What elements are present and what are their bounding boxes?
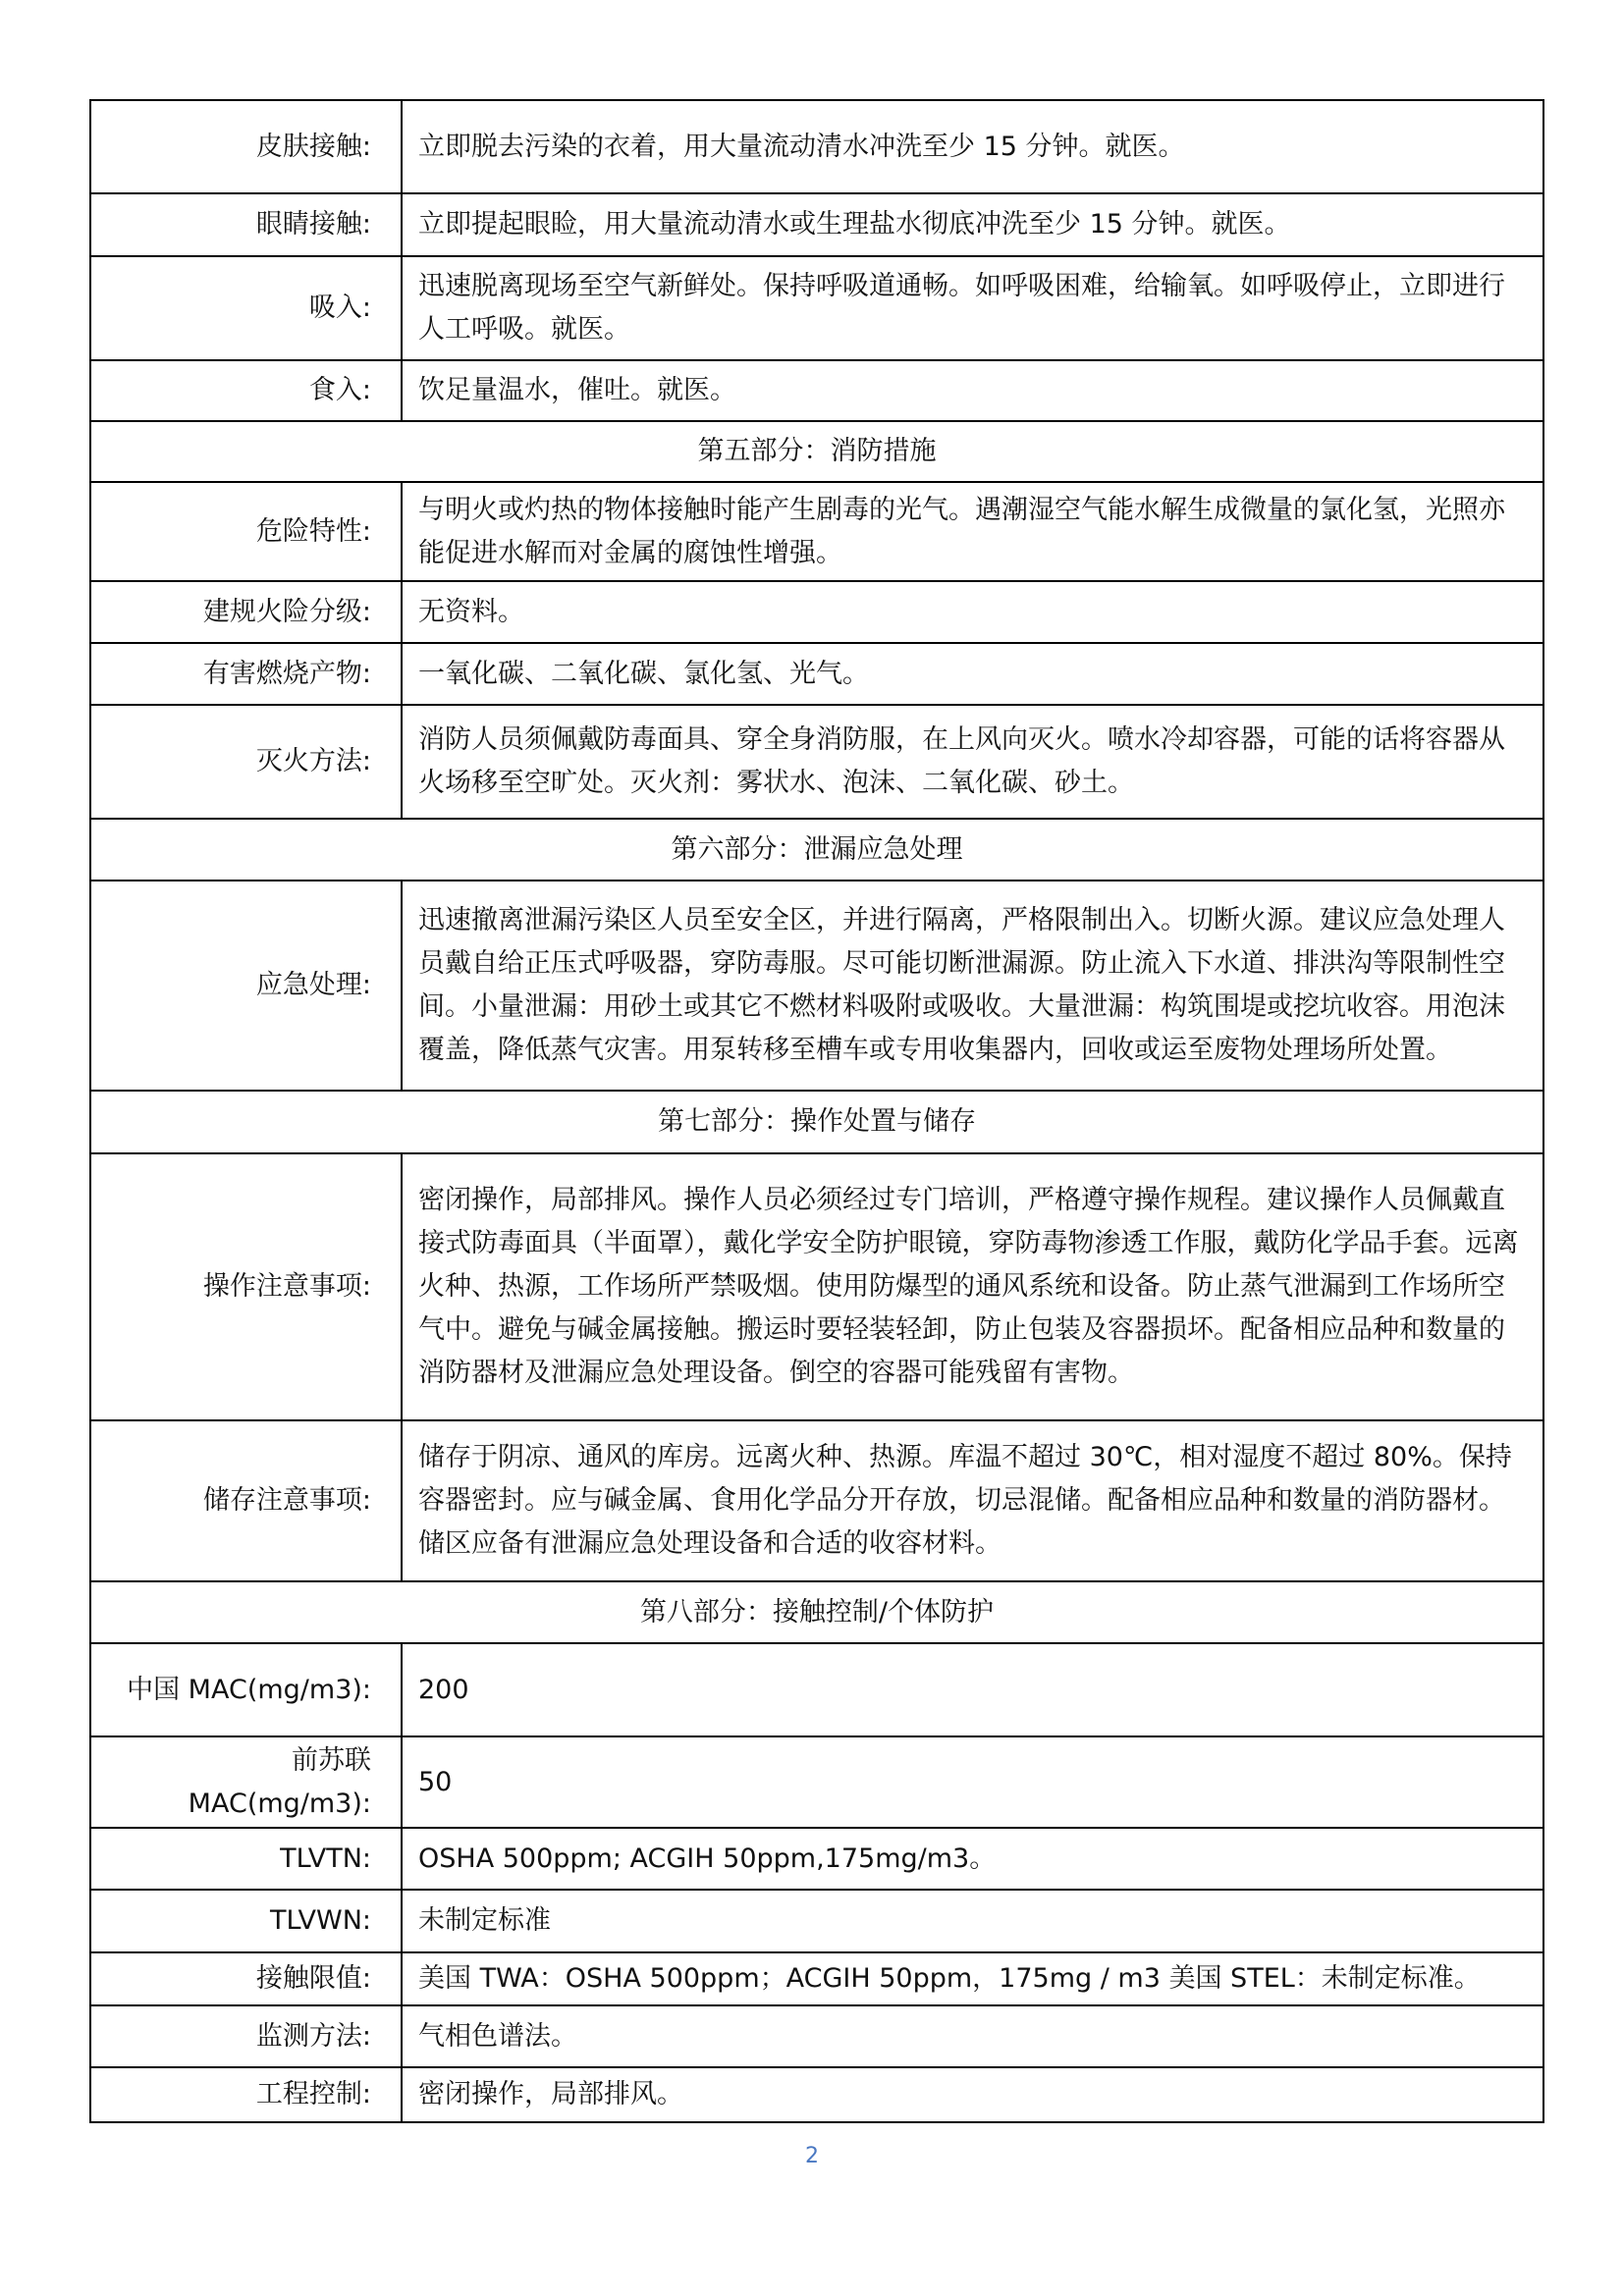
- section-title: 第五部分：消防措施: [90, 421, 1543, 482]
- row-value: 立即提起眼睑，用大量流动清水或生理盐水彻底冲洗至少 15 分钟。就医。: [402, 193, 1543, 256]
- row-exposure-limits: [90, 1952, 1543, 2005]
- row-label: 前苏联 MAC(mg/m3):: [90, 1736, 402, 1828]
- row-label: 吸入:: [90, 256, 402, 360]
- row-label: 操作注意事项:: [90, 1153, 402, 1420]
- row-label: 眼睛接触:: [90, 193, 402, 256]
- row-value: 消防人员须佩戴防毒面具、穿全身消防服，在上风向灭火。喷水冷却容器，可能的话将容器从火场移至空旷处。灭火剂：雾状水、泡沫、二氧化碳、砂土。: [402, 705, 1543, 819]
- row-value: 立即脱去污染的衣着，用大量流动清水冲洗至少 15 分钟。就医。: [402, 100, 1543, 193]
- row-value: 无资料。: [402, 581, 1543, 643]
- row-tlvtn: [90, 1828, 1543, 1890]
- section-title: 第八部分：接触控制/个体防护: [90, 1581, 1543, 1643]
- row-skin-contact: [90, 100, 1543, 193]
- row-value: 与明火或灼热的物体接触时能产生剧毒的光气。遇潮湿空气能水解生成微量的氯化氢，光照亦能促进水解而对金属的腐蚀性增强。: [402, 482, 1543, 581]
- row-hazard-properties: [90, 482, 1543, 581]
- row-label: 危险特性:: [90, 482, 402, 581]
- row-storage-precautions: [90, 1420, 1543, 1581]
- row-ussr-mac: [90, 1736, 1543, 1828]
- row-label: 应急处理:: [90, 881, 402, 1091]
- section-header-8: [90, 1581, 1543, 1643]
- row-value: 200: [402, 1643, 1543, 1736]
- row-value: 储存于阴凉、通风的库房。远离火种、热源。库温不超过 30℃，相对湿度不超过 80%。保持容器密封。应与碱金属、食用化学品分开存放，切忌混储。配备相应品种和数量的消防器材。储区应备有泄漏应急处理设备和合适的收容材料。: [402, 1420, 1543, 1581]
- page-number: 2: [805, 2144, 819, 2168]
- row-ingestion: [90, 360, 1543, 421]
- row-label: 监测方法:: [90, 2005, 402, 2067]
- sds-table: [89, 99, 1544, 2123]
- row-label: 建规火险分级:: [90, 581, 402, 643]
- row-label: TLVWN:: [90, 1890, 402, 1952]
- row-value: 密闭操作，局部排风。: [402, 2067, 1543, 2122]
- row-label: 接触限值:: [90, 1952, 402, 2005]
- row-china-mac: [90, 1643, 1543, 1736]
- row-handling-precautions: [90, 1153, 1543, 1420]
- row-value: 50: [402, 1736, 1543, 1828]
- row-inhalation: [90, 256, 1543, 360]
- row-value: 一氧化碳、二氧化碳、氯化氢、光气。: [402, 643, 1543, 705]
- row-emergency-response: [90, 881, 1543, 1091]
- row-value: 迅速脱离现场至空气新鲜处。保持呼吸道通畅。如呼吸困难，给输氧。如呼吸停止，立即进行人工呼吸。就医。: [402, 256, 1543, 360]
- row-extinguishing-method: [90, 705, 1543, 819]
- row-value: OSHA 500ppm; ACGIH 50ppm,175mg/m3。: [402, 1828, 1543, 1890]
- row-value: 美国 TWA：OSHA 500ppm；ACGIH 50ppm，175mg / m3 美国 STEL：未制定标准。: [402, 1952, 1543, 2005]
- row-tlvwn: [90, 1890, 1543, 1952]
- row-eye-contact: [90, 193, 1543, 256]
- row-fire-hazard-class: [90, 581, 1543, 643]
- row-monitoring-method: [90, 2005, 1543, 2067]
- section-header-5: [90, 421, 1543, 482]
- section-header-6: [90, 819, 1543, 881]
- row-value: 饮足量温水，催吐。就医。: [402, 360, 1543, 421]
- sds-table-body: [90, 100, 1543, 2122]
- row-label: 有害燃烧产物:: [90, 643, 402, 705]
- section-header-7: [90, 1091, 1543, 1153]
- row-label: TLVTN:: [90, 1828, 402, 1890]
- row-value: 迅速撤离泄漏污染区人员至安全区，并进行隔离，严格限制出入。切断火源。建议应急处理人员戴自给正压式呼吸器，穿防毒服。尽可能切断泄漏源。防止流入下水道、排洪沟等限制性空间。小量泄漏：用砂土或其它不燃材料吸附或吸收。大量泄漏：构筑围堤或挖坑收容。用泡沫覆盖，降低蒸气灾害。用泵转移至槽车或专用收集器内，回收或运至废物处理场所处置。: [402, 881, 1543, 1091]
- row-combustion-products: [90, 643, 1543, 705]
- row-label: 工程控制:: [90, 2067, 402, 2122]
- row-label: 皮肤接触:: [90, 100, 402, 193]
- row-value: 密闭操作，局部排风。操作人员必须经过专门培训，严格遵守操作规程。建议操作人员佩戴直接式防毒面具（半面罩），戴化学安全防护眼镜，穿防毒物渗透工作服，戴防化学品手套。远离火种、热源，工作场所严禁吸烟。使用防爆型的通风系统和设备。防止蒸气泄漏到工作场所空气中。避免与碱金属接触。搬运时要轻装轻卸，防止包装及容器损坏。配备相应品种和数量的消防器材及泄漏应急处理设备。倒空的容器可能残留有害物。: [402, 1153, 1543, 1420]
- row-engineering-control: [90, 2067, 1543, 2122]
- section-title: 第六部分：泄漏应急处理: [90, 819, 1543, 881]
- row-label: 储存注意事项:: [90, 1420, 402, 1581]
- row-value: 气相色谱法。: [402, 2005, 1543, 2067]
- row-label: 中国 MAC(mg/m3):: [90, 1643, 402, 1736]
- section-title: 第七部分：操作处置与储存: [90, 1091, 1543, 1153]
- row-value: 未制定标准: [402, 1890, 1543, 1952]
- row-label: 灭火方法:: [90, 705, 402, 819]
- row-label: 食入:: [90, 360, 402, 421]
